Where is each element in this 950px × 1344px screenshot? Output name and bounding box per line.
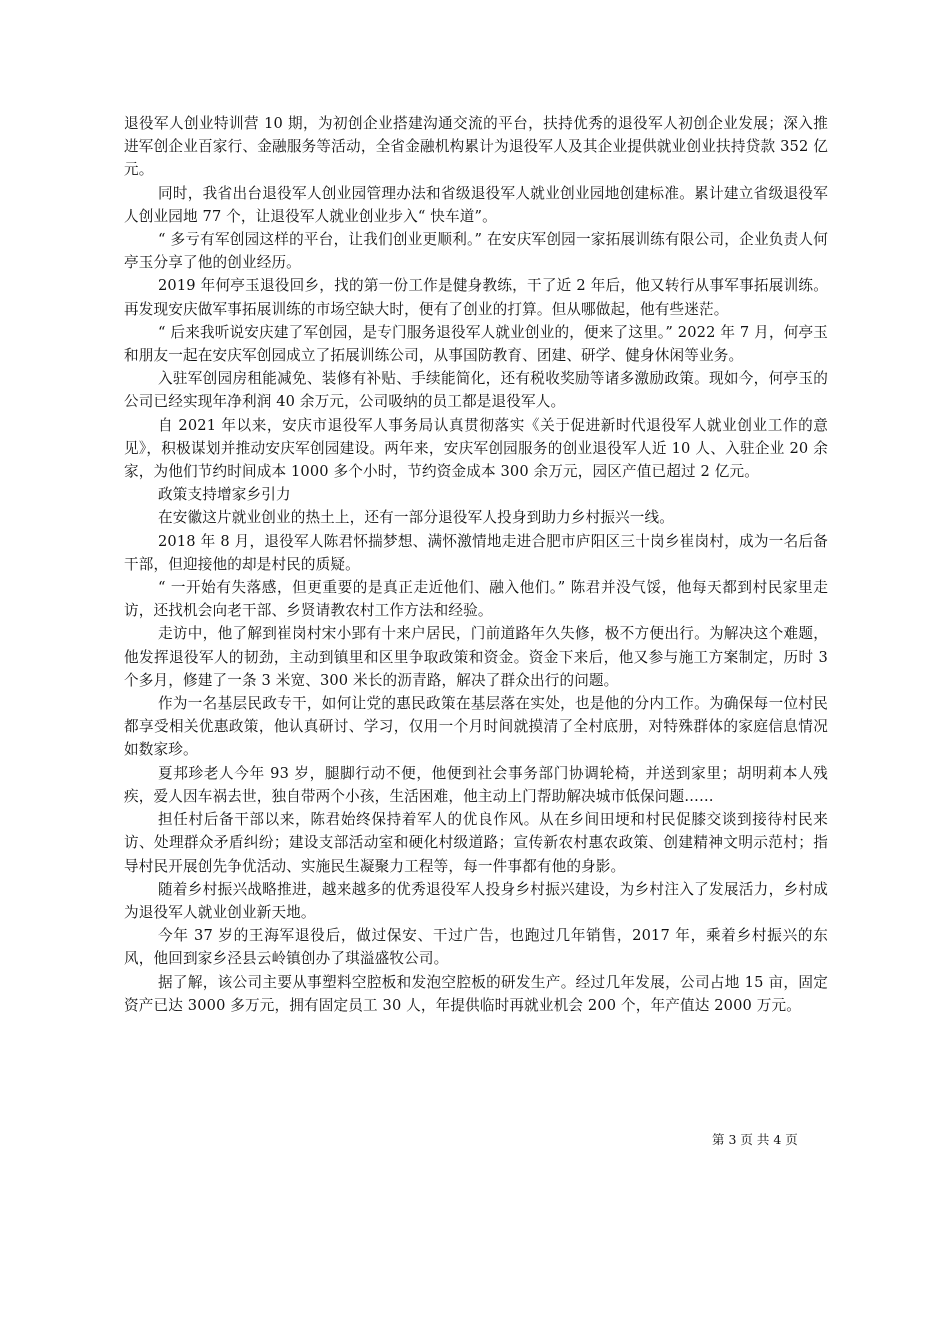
body-paragraph: “ 多亏有军创园这样的平台，让我们创业更顺利。” 在安庆军创园一家拓展训练有限公司，企业负责人何亭玉分享了他的创业经历。 xyxy=(124,231,828,272)
body-paragraph: 走访中，他了解到崔岗村宋小郢有十来户居民，门前道路年久失修，极不方便出行。为解决这个难题，他发挥退役军人的韧劲，主动到镇里和区里争取政策和资金。资金下来后，他又参与施工方案制定，历时 3 个多月，修建了一条 3 米宽、300 米长的沥青路，解决了群众出行的问题。 xyxy=(124,625,828,689)
body-paragraph: 随着乡村振兴战略推进，越来越多的优秀退役军人投身乡村振兴建设，为乡村注入了发展活力，乡村成为退役军人就业创业新天地。 xyxy=(124,880,828,921)
body-paragraph: “ 后来我听说安庆建了军创园，是专门服务退役军人就业创业的，便来了这里。” 2022 年 7 月，何亭玉和朋友一起在安庆军创园成立了拓展训练公司，从事国防教育、团建、研学、健身休闲等业务。 xyxy=(124,323,828,365)
body-paragraph: “ 一开始有失落感，但更重要的是真正走近他们、融入他们。” 陈君并没气馁，他每天都到村民家里走访，还找机会向老干部、乡贤请教农村工作方法和经验。 xyxy=(124,579,828,620)
body-paragraph: 自 2021 年以来，安庆市退役军人事务局认真贯彻落实《关于促进新时代退役军人就业创业工作的意见》，积极谋划并推动安庆军创园建设。两年来，安庆军创园服务的创业退役军人近 10 人、入驻企业 20 余家，为他们节约时间成本 1000 多个小时，节约资金成本 300 余万元，园区产值已超过 2 亿元。 xyxy=(124,416,828,481)
body-paragraph: 2019 年何亭玉退役回乡，找的第一份工作是健身教练，干了近 2 年后，他又转行从事军事拓展训练。再发现安庆做军事拓展训练的市场空缺大时，便有了创业的打算。但从哪做起，他有些迷茫。 xyxy=(124,277,828,318)
body-paragraph: 2018 年 8 月，退役军人陈君怀揣梦想、满怀激情地走进合肥市庐阳区三十岗乡崔岗村，成为一名后备干部，但迎接他的却是村民的质疑。 xyxy=(124,532,828,573)
body-paragraph: 据了解，该公司主要从事塑料空腔板和发泡空腔板的研发生产。经过几年发展，公司占地 15 亩，固定资产已达 3000 多万元，拥有固定员工 30 人，年提供临时再就业机会 200 个，年产值达 2000 万元。 xyxy=(124,973,828,1014)
document-body xyxy=(124,112,828,1017)
section-heading: 政策支持增家乡引力 xyxy=(158,486,291,504)
body-paragraph: 在安徽这片就业创业的热土上，还有一部分退役军人投身到助力乡村振兴一线。 xyxy=(158,509,675,527)
body-paragraph: 退役军人创业特训营 10 期，为初创企业搭建沟通交流的平台，扶持优秀的退役军人初创企业发展；深入推进军创企业百家行、金融服务等活动，全省金融机构累计为退役军人及其企业提供就业创业扶持贷款 352 亿元。 xyxy=(124,115,828,179)
body-paragraph: 夏邦珍老人今年 93 岁，腿脚行动不便，他便到社会事务部门协调轮椅，并送到家里；胡明莉本人残疾，爱人因车祸去世，独自带两个小孩，生活困难，他主动上门帮助解决城市低保问题…… xyxy=(124,764,828,805)
body-paragraph: 今年 37 岁的王海军退役后，做过保安、干过广告，也跑过几年销售，2017 年，乘着乡村振兴的东风，他回到家乡泾县云岭镇创办了琪溢盛牧公司。 xyxy=(124,927,828,968)
body-paragraph: 作为一名基层民政专干，如何让党的惠民政策在基层落在实处，也是他的分内工作。为确保每一位村民都享受相关优惠政策，他认真研讨、学习，仅用一个月时间就摸清了全村底册，对特殊群体的家庭信息情况如数家珍。 xyxy=(124,695,828,759)
page-number-footer: 第 3 页 共 4 页 xyxy=(712,1132,798,1147)
body-paragraph: 入驻军创园房租能减免、装修有补贴、手续能简化，还有税收奖励等诸多激励政策。现如今，何亭玉的公司已经实现年净利润 40 余万元，公司吸纳的员工都是退役军人。 xyxy=(124,370,828,411)
body-paragraph: 担任村后备干部以来，陈君始终保持着军人的优良作风。从在乡间田埂和村民促膝交谈到接待村民来访、处理群众矛盾纠纷；建设支部活动室和硬化村级道路；宣传新农村惠农政策、创建精神文明示范村；指导村民开展创先争优活动、实施民生凝聚力工程等，每一件事都有他的身影。 xyxy=(124,811,828,875)
body-paragraph: 同时，我省出台退役军人创业园管理办法和省级退役军人就业创业园地创建标准。累计建立省级退役军人创业园地 77 个，让退役军人就业创业步入“ 快车道”。 xyxy=(124,184,828,225)
